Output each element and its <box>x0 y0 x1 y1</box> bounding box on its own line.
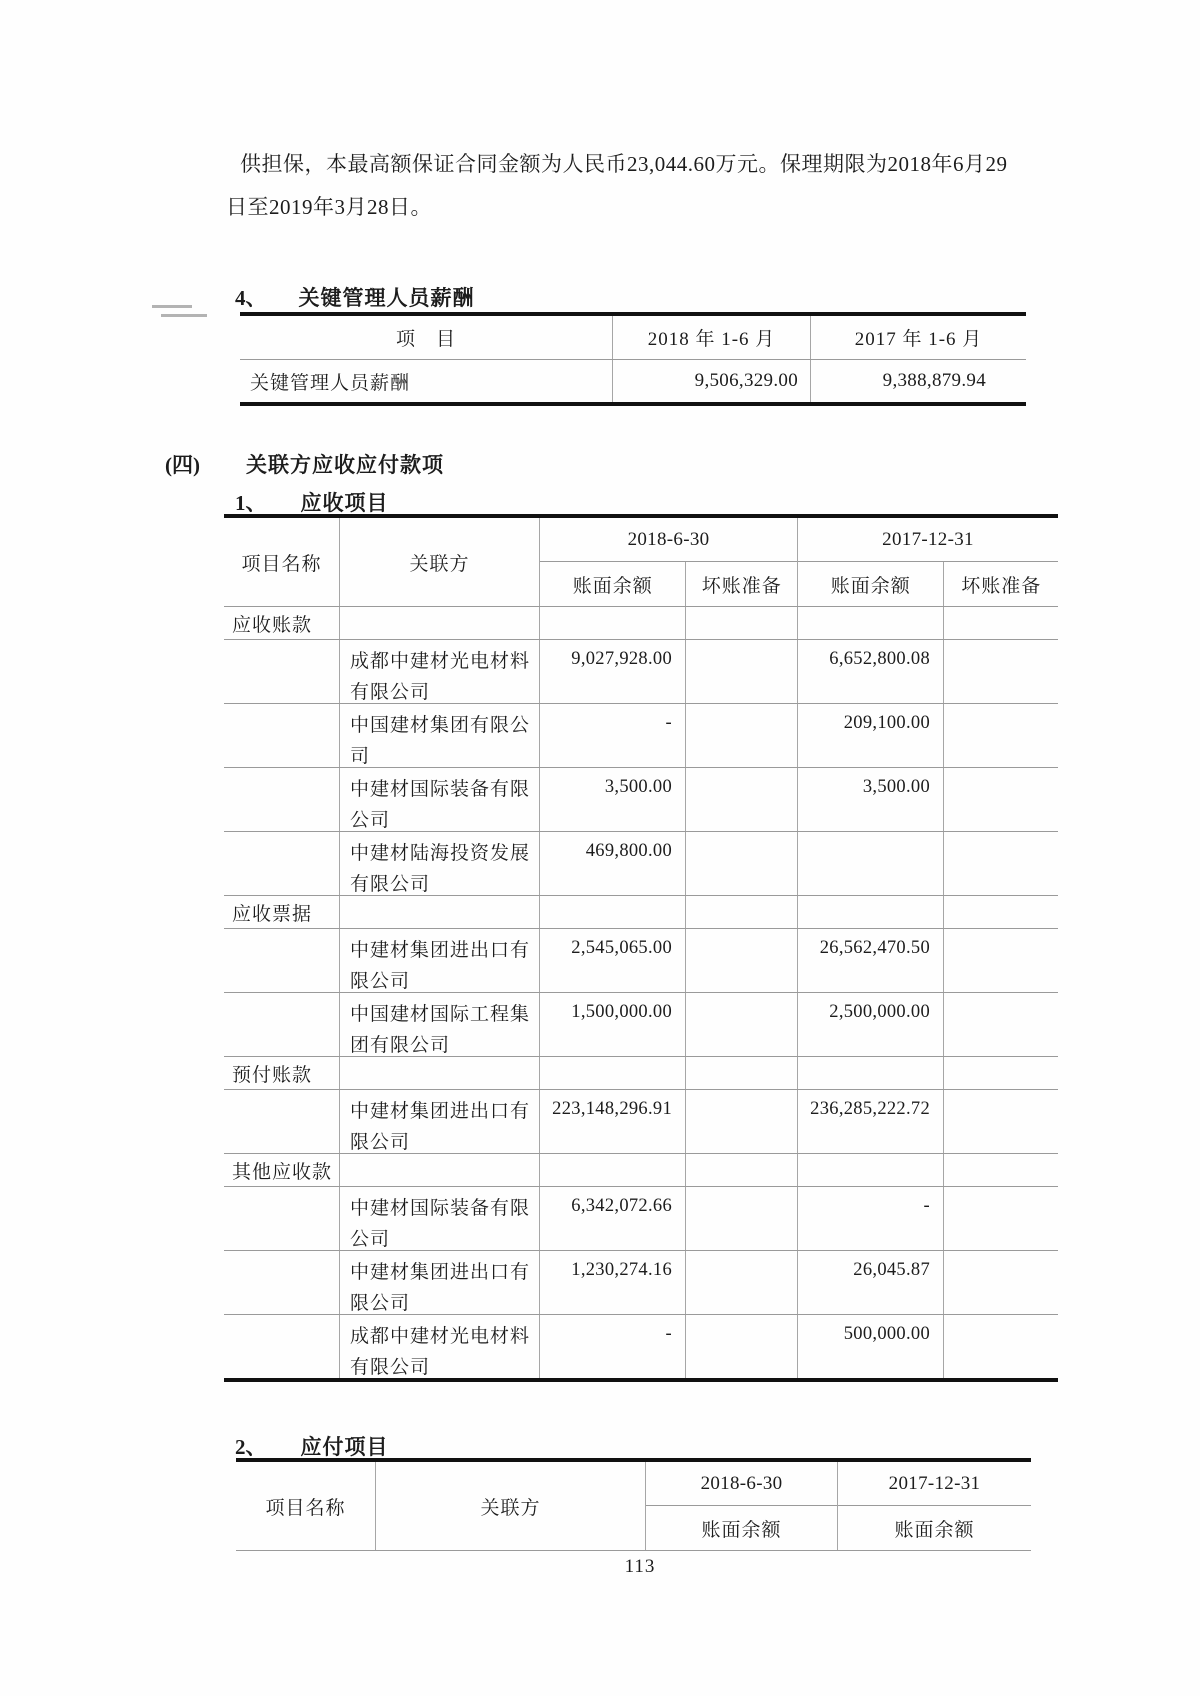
balance-2017 <box>797 832 943 895</box>
table-row <box>224 767 1058 831</box>
cell <box>943 832 1058 895</box>
receivables-number: 1、 <box>235 491 267 515</box>
header-provision-2017: 坏账准备 <box>943 562 1058 606</box>
cell <box>943 640 1058 703</box>
margin-mark <box>152 305 192 308</box>
party-name: 中建材陆海投资发展有限公司 <box>339 832 539 895</box>
header-date-2017: 2017-12-31 <box>838 1462 1031 1506</box>
header-2018-column: 2018 年 1-6 月 <box>612 316 810 359</box>
cell <box>943 1315 1058 1378</box>
row-label: 关键管理人员薪酬 <box>250 372 411 394</box>
balance-2018: 1,230,274.16 <box>539 1251 685 1314</box>
party-name: 成都中建材光电材料有限公司 <box>339 1315 539 1378</box>
balance-2018: - <box>539 1315 685 1378</box>
cell <box>224 704 339 767</box>
table-row <box>224 1089 1058 1153</box>
compensation-table-header <box>240 316 1026 360</box>
cell <box>943 704 1058 767</box>
cell <box>224 768 339 831</box>
table-row <box>224 992 1058 1056</box>
cell <box>943 929 1058 992</box>
cell <box>797 607 943 639</box>
table-row <box>224 606 1058 639</box>
cell <box>943 1090 1058 1153</box>
cell <box>224 929 339 992</box>
header-date-2017: 2017-12-31 <box>798 518 1058 562</box>
header-related-party: 关联方 <box>339 518 539 606</box>
balance-2017: 209,100.00 <box>797 704 943 767</box>
header-item-name: 项目名称 <box>265 1497 346 1519</box>
cell <box>224 1315 339 1378</box>
cell <box>685 1315 797 1378</box>
receivables-heading <box>235 487 389 517</box>
receivables-title: 应收项目 <box>300 491 389 515</box>
cell <box>943 1154 1058 1186</box>
cell <box>685 993 797 1056</box>
section-si-number: (四) <box>165 453 200 477</box>
balance-2017: 2,500,000.00 <box>797 993 943 1056</box>
margin-mark <box>161 314 207 317</box>
table-row <box>224 639 1058 703</box>
balance-2018: 9,027,928.00 <box>539 640 685 703</box>
balance-2017: 26,562,470.50 <box>797 929 943 992</box>
compensation-table <box>240 312 1026 406</box>
cell <box>685 704 797 767</box>
table-row <box>224 895 1058 928</box>
cell <box>943 607 1058 639</box>
cell <box>224 993 339 1056</box>
header-2017-column: 2017 年 1-6 月 <box>810 316 1026 359</box>
party-name: 中建材集团进出口有限公司 <box>339 1251 539 1314</box>
balance-2018: 3,500.00 <box>539 768 685 831</box>
cell <box>797 896 943 928</box>
balance-2017: - <box>797 1187 943 1250</box>
cell <box>539 607 685 639</box>
value-2017: 9,388,879.94 <box>810 360 1026 402</box>
header-date-2018: 2018-6-30 <box>646 1462 837 1506</box>
header-balance-2018: 账面余额 <box>572 575 653 597</box>
receivables-table-header <box>224 518 1058 606</box>
payables-table <box>236 1458 1031 1551</box>
cell <box>539 1154 685 1186</box>
balance-2017: 26,045.87 <box>797 1251 943 1314</box>
cell <box>943 768 1058 831</box>
category-label: 其他应收款 <box>232 1161 333 1183</box>
balance-2017: 500,000.00 <box>797 1315 943 1378</box>
cell <box>685 640 797 703</box>
header-group-2017 <box>797 518 1058 606</box>
header-balance-2017: 账面余额 <box>830 575 911 597</box>
cell <box>685 1251 797 1314</box>
cell <box>685 896 797 928</box>
cell <box>685 1057 797 1089</box>
page-number: 113 <box>624 1556 656 1577</box>
cell <box>224 1187 339 1250</box>
section-si-heading <box>165 449 444 479</box>
cell <box>685 1187 797 1250</box>
cell <box>339 1057 539 1089</box>
balance-2017: 6,652,800.08 <box>797 640 943 703</box>
table-row <box>224 1056 1058 1089</box>
cell <box>943 1057 1058 1089</box>
cell <box>685 929 797 992</box>
cell <box>685 1154 797 1186</box>
table-row <box>224 1186 1058 1250</box>
cell <box>943 993 1058 1056</box>
party-name: 成都中建材光电材料有限公司 <box>339 640 539 703</box>
cell <box>685 1090 797 1153</box>
category-label: 应收票据 <box>232 903 313 925</box>
cell <box>685 832 797 895</box>
table-row <box>224 831 1058 895</box>
payables-table-header <box>236 1462 1031 1550</box>
payables-heading <box>235 1431 389 1461</box>
cell <box>224 1251 339 1314</box>
section4-heading <box>235 282 475 312</box>
balance-2018: 6,342,072.66 <box>539 1187 685 1250</box>
cell <box>797 1057 943 1089</box>
cell <box>685 607 797 639</box>
header-group-2017 <box>837 1462 1031 1550</box>
receivables-table <box>224 514 1058 1382</box>
party-name: 中国建材集团有限公司 <box>339 704 539 767</box>
section4-number: 4、 <box>235 286 267 310</box>
cell <box>685 768 797 831</box>
header-group-2018 <box>645 1462 837 1550</box>
cell <box>943 1187 1058 1250</box>
payables-number: 2、 <box>235 1435 267 1459</box>
intro-paragraph-line-2: 日至2019年3月28日。 <box>226 195 432 219</box>
header-balance-2018: 账面余额 <box>701 1519 782 1541</box>
header-provision-2018: 坏账准备 <box>685 562 797 606</box>
value-2018: 9,506,329.00 <box>612 360 810 402</box>
party-name: 中国建材国际工程集团有限公司 <box>339 993 539 1056</box>
header-balance-2017: 账面余额 <box>894 1519 975 1541</box>
cell <box>539 896 685 928</box>
cell <box>224 640 339 703</box>
balance-2017: 236,285,222.72 <box>797 1090 943 1153</box>
table-row <box>224 1314 1058 1378</box>
cell <box>224 1090 339 1153</box>
balance-2018: 1,500,000.00 <box>539 993 685 1056</box>
cell <box>339 1154 539 1186</box>
table-row <box>224 1250 1058 1314</box>
party-name: 中建材集团进出口有限公司 <box>339 1090 539 1153</box>
cell <box>797 1154 943 1186</box>
header-group-2018 <box>539 518 797 606</box>
balance-2018: 223,148,296.91 <box>539 1090 685 1153</box>
table-row <box>224 1153 1058 1186</box>
party-name: 中建材国际装备有限公司 <box>339 768 539 831</box>
header-item-name: 项目名称 <box>241 553 322 575</box>
header-item-column: 项 目 <box>395 329 456 350</box>
cell <box>539 1057 685 1089</box>
balance-2018: 469,800.00 <box>539 832 685 895</box>
section-si-title: 关联方应收应付款项 <box>246 453 444 477</box>
party-name: 中建材国际装备有限公司 <box>339 1187 539 1250</box>
header-related-party: 关联方 <box>375 1462 645 1550</box>
cell <box>224 832 339 895</box>
party-name: 中建材集团进出口有限公司 <box>339 929 539 992</box>
compensation-table-row <box>240 360 1026 402</box>
payables-title: 应付项目 <box>300 1435 389 1459</box>
section4-title: 关键管理人员薪酬 <box>298 286 475 310</box>
cell <box>339 607 539 639</box>
intro-paragraph-line-1: 供担保，本最高额保证合同金额为人民币23,044.60万元。保理期限为2018年6月29 <box>240 152 1008 176</box>
category-label: 应收账款 <box>232 614 313 636</box>
table-row <box>224 703 1058 767</box>
balance-2018: 2,545,065.00 <box>539 929 685 992</box>
header-date-2018: 2018-6-30 <box>540 518 797 562</box>
cell <box>943 1251 1058 1314</box>
cell <box>339 896 539 928</box>
category-label: 预付账款 <box>232 1064 313 1086</box>
balance-2018: - <box>539 704 685 767</box>
balance-2017: 3,500.00 <box>797 768 943 831</box>
cell <box>943 896 1058 928</box>
table-row <box>224 928 1058 992</box>
